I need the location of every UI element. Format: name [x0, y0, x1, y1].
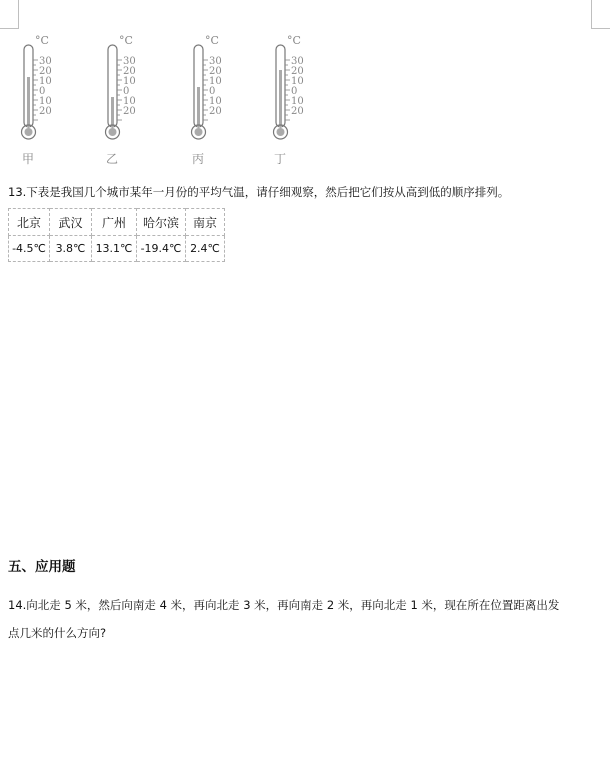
svg-text:30: 30 — [291, 56, 304, 67]
svg-text:30: 30 — [123, 56, 136, 67]
svg-text:°C: °C — [205, 34, 219, 47]
svg-text:0: 0 — [39, 86, 46, 97]
question-14-line-2: 点几米的什么方向? — [8, 626, 107, 640]
svg-text:20: 20 — [123, 66, 136, 77]
temperature-cell: 2.4℃ — [186, 236, 225, 262]
svg-text:0: 0 — [291, 86, 298, 97]
svg-text:10: 10 — [209, 96, 222, 107]
svg-text:°C: °C — [35, 34, 49, 47]
thermometer-ding-graphic — [270, 32, 340, 147]
svg-text:20: 20 — [123, 106, 136, 117]
svg-text:20: 20 — [209, 66, 222, 77]
svg-text:10: 10 — [291, 96, 304, 107]
thermometer-label-ding: 丁 — [273, 152, 286, 166]
svg-text:10: 10 — [39, 76, 52, 87]
svg-text:30: 30 — [39, 56, 52, 67]
svg-text:°C: °C — [287, 34, 301, 47]
svg-text:20: 20 — [39, 106, 52, 117]
svg-text:20: 20 — [209, 106, 222, 117]
city-cell: 广州 — [92, 209, 137, 236]
svg-text:20: 20 — [291, 106, 304, 117]
temperature-cell: 13.1℃ — [92, 236, 137, 262]
city-cell: 北京 — [9, 209, 50, 236]
table-header-row — [9, 209, 225, 236]
thermometer-yi-graphic — [102, 32, 172, 147]
svg-text:0: 0 — [123, 86, 130, 97]
svg-text:10: 10 — [39, 96, 52, 107]
thermometer-jia — [18, 32, 88, 172]
thermometer-ding — [270, 32, 340, 172]
thermometer-yi — [102, 32, 172, 172]
table-row — [9, 236, 225, 262]
svg-text:30: 30 — [209, 56, 222, 67]
temperature-cell: -4.5℃ — [9, 236, 50, 262]
temperature-cell: -19.4℃ — [137, 236, 186, 262]
question-14-line-1: 14.向北走 5 米，然后向南走 4 米，再向北走 3 米，再向南走 2 米，再向北走 1 米，现在所在位置距离出发 — [8, 598, 560, 612]
svg-text:20: 20 — [39, 66, 52, 77]
svg-text:10: 10 — [123, 96, 136, 107]
city-temperature-table — [8, 208, 225, 262]
question-14 — [8, 591, 600, 647]
page-corner-mark-left — [0, 0, 19, 29]
thermometer-bing — [188, 32, 258, 172]
thermometer-label-bing: 丙 — [191, 152, 204, 166]
svg-text:20: 20 — [291, 66, 304, 77]
thermometer-bing-graphic — [188, 32, 258, 147]
city-cell: 南京 — [186, 209, 225, 236]
section-heading: 五、应用题 — [8, 559, 76, 575]
city-cell: 武汉 — [50, 209, 92, 236]
thermometer-jia-graphic — [18, 32, 88, 147]
page-corner-mark-right — [591, 0, 610, 29]
thermometer-label-jia: 甲 — [21, 152, 34, 166]
svg-text:0: 0 — [209, 86, 216, 97]
svg-text:°C: °C — [119, 34, 133, 47]
question-13: 13.下表是我国几个城市某年一月份的平均气温，请仔细观察，然后把它们按从高到低的顺序排列。 — [8, 185, 510, 199]
temperature-cell: 3.8℃ — [50, 236, 92, 262]
svg-text:10: 10 — [209, 76, 222, 87]
svg-text:10: 10 — [291, 76, 304, 87]
thermometer-label-yi: 乙 — [105, 152, 118, 166]
city-cell: 哈尔滨 — [137, 209, 186, 236]
svg-text:10: 10 — [123, 76, 136, 87]
